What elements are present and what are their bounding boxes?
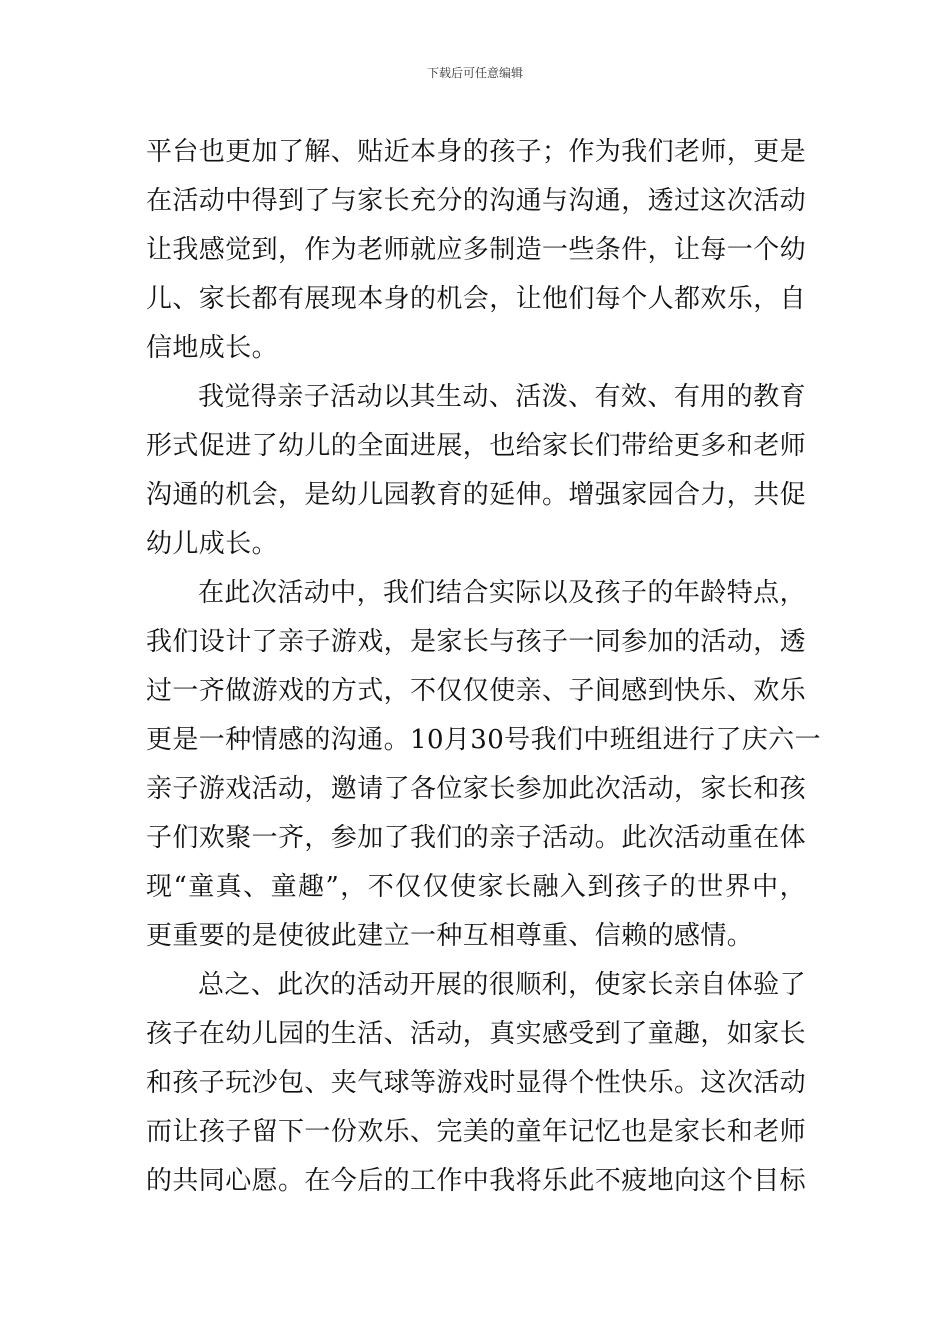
page-header: 下载后可任意编辑 bbox=[426, 66, 523, 80]
text-line: 和孩子玩沙包、夹气球等游戏时显得个性快乐。这次活动 bbox=[146, 1068, 807, 1098]
text-line: 而让孩子留下一份欢乐、完美的童年记忆也是家长和老师 bbox=[146, 1117, 807, 1147]
text-line: 形式促进了幼儿的全面进展，也给家长们带给更多和老师 bbox=[146, 431, 807, 461]
text-line: 现“童真、童趣”，不仅仅使家长融入到孩子的世界中， bbox=[146, 872, 806, 902]
text-line: 幼儿成长。 bbox=[146, 529, 279, 559]
paragraph-3 bbox=[146, 569, 821, 961]
text-line: 子们欢聚一齐，参加了我们的亲子活动。此次活动重在体 bbox=[146, 823, 807, 853]
text-line: 在此次活动中，我们结合实际以及孩子的年龄特点， bbox=[198, 578, 806, 608]
text-line: 孩子在幼儿园的生活、活动，真实感受到了童趣，如家长 bbox=[146, 1019, 807, 1049]
text-line: 总之、此次的活动开展的很顺利，使家长亲自体验了 bbox=[198, 970, 806, 1000]
text-line: 我们设计了亲子游戏，是家长与孩子一同参加的活动，透 bbox=[146, 627, 807, 657]
text-line: 平台也更加了解、贴近本身的孩子；作为我们老师，更是 bbox=[146, 137, 807, 167]
text-line: 更是一种情感的沟通。10月30号我们中班组进行了庆六一 bbox=[146, 725, 821, 755]
paragraph-1 bbox=[146, 128, 806, 373]
text-line: 更重要的是使彼此建立一种互相尊重、信赖的感情。 bbox=[146, 921, 754, 951]
text-line: 儿、家长都有展现本身的机会，让他们每个人都欢乐，自 bbox=[146, 284, 807, 314]
text-line: 过一齐做游戏的方式，不仅仅使亲、子间感到快乐、欢乐 bbox=[146, 676, 807, 706]
paragraph-4 bbox=[146, 961, 806, 1206]
text-line: 的共同心愿。在今后的工作中我将乐此不疲地向这个目标 bbox=[146, 1166, 807, 1196]
text-line: 我觉得亲子活动以其生动、活泼、有效、有用的教育 bbox=[198, 382, 806, 412]
document-body bbox=[146, 128, 821, 1206]
text-line: 信地成长。 bbox=[146, 333, 279, 363]
text-line: 沟通的机会，是幼儿园教育的延伸。增强家园合力，共促 bbox=[146, 480, 807, 510]
text-line: 在活动中得到了与家长充分的沟通与沟通，透过这次活动 bbox=[146, 186, 807, 216]
paragraph-2 bbox=[146, 373, 806, 569]
text-line: 亲子游戏活动，邀请了各位家长参加此次活动，家长和孩 bbox=[146, 774, 807, 804]
text-line: 让我感觉到，作为老师就应多制造一些条件，让每一个幼 bbox=[146, 235, 807, 265]
